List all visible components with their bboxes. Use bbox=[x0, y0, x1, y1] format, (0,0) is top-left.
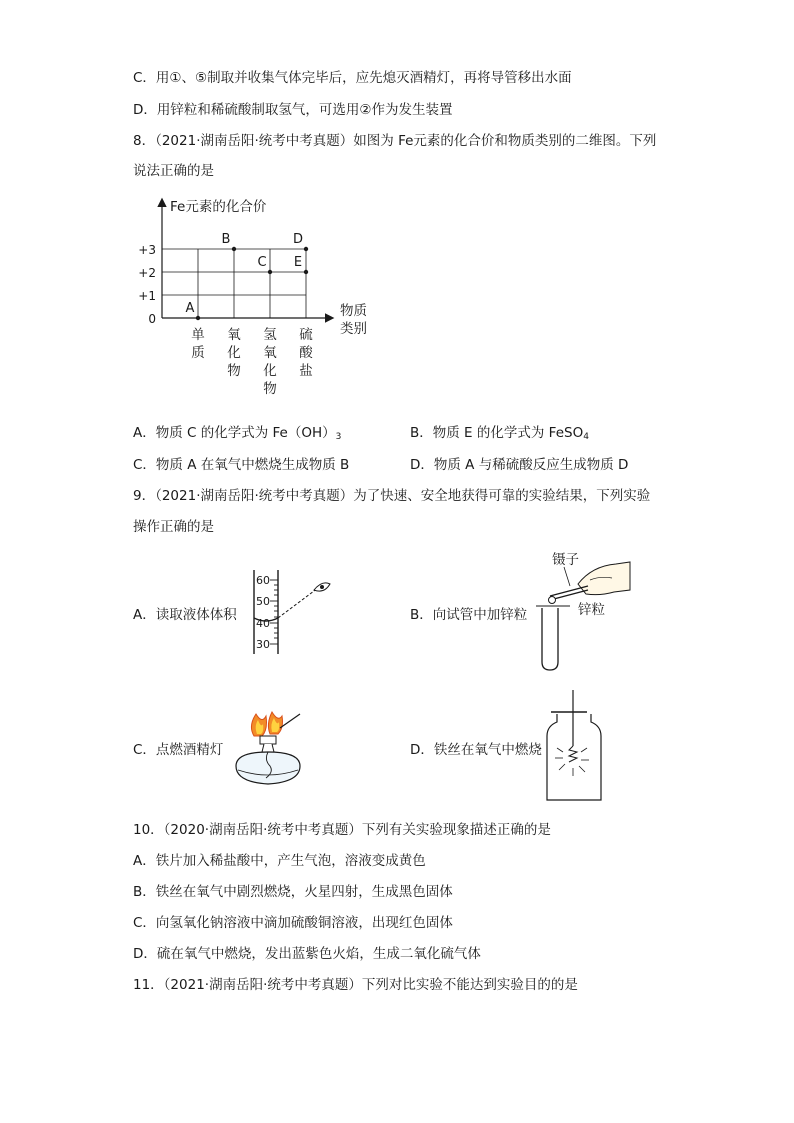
y-tick-label: +1 bbox=[138, 289, 156, 303]
tweezers-label: 镊子 bbox=[552, 552, 579, 568]
y-tick-label: 0 bbox=[148, 312, 156, 326]
q10-option-b: B．铁丝在氧气中剧烈燃烧，火星四射，生成黑色固体 bbox=[133, 884, 453, 900]
point-label-E: E bbox=[293, 255, 303, 270]
q8-stem-line2: 说法正确的是 bbox=[133, 163, 214, 179]
cylinder-mark-50: 50 bbox=[256, 595, 270, 608]
q10-option-a: A．铁片加入稀盐酸中，产生气泡，溶液变成黄色 bbox=[133, 853, 426, 869]
point-B bbox=[232, 247, 236, 251]
q9-stem-line1: 9．（2021·湖南岳阳·统考中考真题）为了快速、安全地获得可靠的实验结果，下列实验 bbox=[133, 488, 651, 504]
eye-icon bbox=[314, 583, 330, 591]
q11-stem: 11．（2021·湖南岳阳·统考中考真题）下列对比实验不能达到实验目的的是 bbox=[133, 977, 578, 993]
q10-option-d: D．硫在氧气中燃烧，发出蓝紫色火焰，生成二氧化硫气体 bbox=[133, 946, 481, 962]
gas-bottle-iron-wire-figure bbox=[543, 688, 613, 804]
x-category-char: 单 bbox=[191, 327, 205, 343]
point-E bbox=[304, 270, 308, 274]
x-category-char: 物 bbox=[263, 381, 277, 397]
x-category-char: 质 bbox=[191, 345, 205, 361]
cylinder-mark-30: 30 bbox=[256, 638, 270, 651]
q8-option-d: D．物质 A 与稀硫酸反应生成物质 D bbox=[410, 457, 629, 473]
x-category-char: 硫 bbox=[299, 327, 313, 343]
q9-option-d: D．铁丝在氧气中燃烧 bbox=[410, 742, 542, 758]
y-tick-labels bbox=[138, 243, 156, 326]
x-category-char: 氧 bbox=[263, 345, 277, 361]
zinc-granule bbox=[549, 597, 556, 604]
q8-stem-line1: 8．（2021·湖南岳阳·统考中考真题）如图为 Fe元素的化合价和物质类别的二维图。下列 bbox=[133, 133, 657, 149]
y-tick-label: +3 bbox=[138, 243, 156, 257]
x-category-char: 氧 bbox=[227, 327, 241, 343]
q9-option-a: A．读取液体体积 bbox=[133, 607, 237, 623]
point-label-C: C bbox=[257, 255, 267, 270]
x-category-char: 化 bbox=[263, 363, 277, 379]
x-category-labels bbox=[191, 327, 313, 397]
y-tick-label: +2 bbox=[138, 266, 156, 280]
point-A bbox=[196, 316, 200, 320]
x-category-char: 化 bbox=[227, 345, 241, 361]
alcohol-lamp-figure bbox=[226, 700, 326, 792]
x-category-char: 氢 bbox=[263, 327, 277, 343]
cylinder-mark-60: 60 bbox=[256, 574, 270, 587]
q10-stem: 10．（2020·湖南岳阳·统考中考真题）下列有关实验现象描述正确的是 bbox=[133, 822, 551, 838]
q9-stem-line2: 操作正确的是 bbox=[133, 519, 214, 535]
chart-grid bbox=[162, 249, 306, 318]
q7-option-d: D．用锌粒和稀硫酸制取氢气，可选用②作为发生装置 bbox=[133, 102, 453, 118]
y-axis-label: Fe元素的化合价 bbox=[170, 199, 267, 215]
x-axis-label-line2: 类别 bbox=[340, 321, 367, 337]
point-D bbox=[304, 247, 308, 251]
valence-class-chart bbox=[130, 190, 390, 405]
cylinder-mark-40: 40 bbox=[256, 617, 270, 630]
q10-option-c: C．向氢氧化钠溶液中滴加硫酸铜溶液，出现红色固体 bbox=[133, 915, 453, 931]
q8-option-c: C．物质 A 在氧气中燃烧生成物质 B bbox=[133, 457, 350, 473]
q8-option-a: A．物质 C 的化学式为 $Fe(OH)_3$ bbox=[133, 425, 342, 442]
test-tube-zinc-figure bbox=[530, 544, 640, 674]
q9-option-b: B．向试管中加锌粒 bbox=[410, 607, 528, 623]
data-points bbox=[186, 232, 309, 320]
point-label-B: B bbox=[221, 232, 231, 247]
q8-option-b: B．物质 E 的化学式为 FeSO$_4$ bbox=[410, 425, 589, 442]
point-label-D: D bbox=[292, 232, 304, 247]
point-label-A: A bbox=[185, 301, 195, 316]
hand-icon bbox=[578, 562, 630, 595]
x-category-char: 物 bbox=[227, 363, 241, 379]
q9-option-c: C．点燃酒精灯 bbox=[133, 742, 224, 758]
x-category-char: 盐 bbox=[299, 363, 313, 379]
x-axis-label-line1: 物质 bbox=[340, 303, 367, 319]
point-C bbox=[268, 270, 272, 274]
q7-option-c: C．用①、⑤制取并收集气体完毕后，应先熄灭酒精灯，再将导管移出水面 bbox=[133, 70, 572, 86]
x-category-char: 酸 bbox=[299, 345, 313, 361]
measuring-cylinder-figure bbox=[248, 568, 338, 656]
zinc-label: 锌粒 bbox=[578, 602, 605, 618]
